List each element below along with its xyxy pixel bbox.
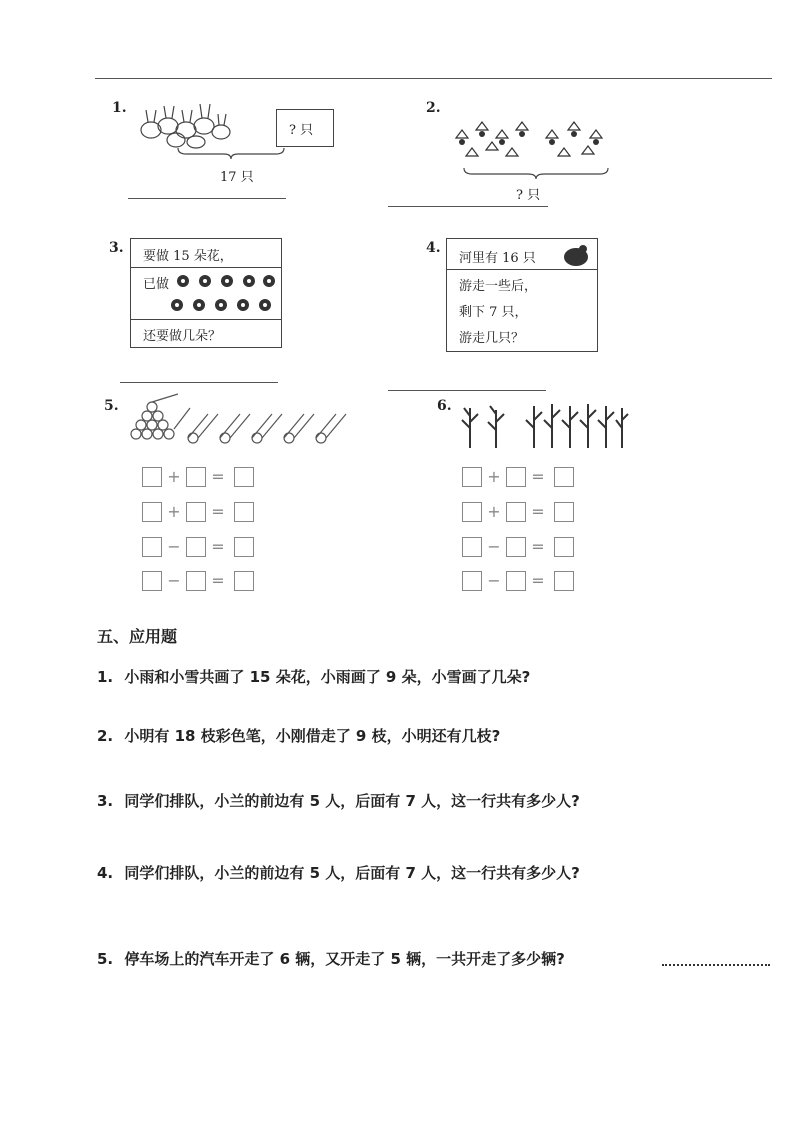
- equals-sign: =: [211, 571, 225, 590]
- divider: [131, 319, 281, 320]
- question-number: 3.: [97, 792, 114, 810]
- question-number: 4.: [97, 864, 114, 882]
- equals-sign: =: [211, 537, 225, 556]
- operator: +: [167, 467, 181, 486]
- question-1: [97, 666, 530, 687]
- blank-box[interactable]: [142, 571, 162, 591]
- operator: +: [487, 502, 501, 521]
- problem-3-line3: 还要做几朵？: [143, 329, 222, 344]
- question-text: 小雨和小雪共画了 15 朵花，小雨画了 9 朵，小雪画了几朵?: [124, 668, 531, 686]
- corn-plant-icon: [460, 398, 630, 448]
- problem-4-line3: 剩下 7 只，: [459, 305, 528, 320]
- question-text: 停车场上的汽车开走了 6 辆，又开走了 5 辆，一共开走了多少辆?: [124, 950, 565, 968]
- blank-box[interactable]: [506, 571, 526, 591]
- top-divider: [95, 78, 772, 79]
- rabbit-group-icon: [136, 100, 236, 150]
- blank-box[interactable]: [234, 502, 254, 522]
- operator: −: [167, 571, 181, 590]
- question-number: 1.: [97, 668, 114, 686]
- blank-box[interactable]: [462, 467, 482, 487]
- blank-box[interactable]: [234, 537, 254, 557]
- divider: [447, 269, 597, 270]
- unknown-count-box: [276, 109, 334, 147]
- blank-box[interactable]: [462, 502, 482, 522]
- blank-box[interactable]: [142, 537, 162, 557]
- operator: +: [167, 502, 181, 521]
- operator: −: [167, 537, 181, 556]
- blank-box[interactable]: [506, 467, 526, 487]
- answer-line-4[interactable]: [388, 390, 546, 391]
- blank-box[interactable]: [186, 537, 206, 557]
- equals-sign: =: [531, 537, 545, 556]
- blank-box[interactable]: [506, 502, 526, 522]
- blank-box[interactable]: [506, 537, 526, 557]
- problem-5-number: 5.: [104, 398, 119, 414]
- answer-line-5[interactable]: [662, 964, 770, 966]
- blank-box[interactable]: [142, 467, 162, 487]
- duck-icon: [561, 243, 591, 267]
- question-5: [97, 948, 565, 969]
- divider: [131, 267, 281, 268]
- blank-box[interactable]: [186, 502, 206, 522]
- blank-box[interactable]: [234, 467, 254, 487]
- equals-sign: =: [211, 502, 225, 521]
- brace-bracket-2: [462, 166, 612, 180]
- equation-grid-5: [142, 467, 262, 597]
- equals-sign: =: [211, 467, 225, 486]
- unknown-count-label: ? 只: [289, 123, 314, 138]
- problem-1-number: 1.: [112, 100, 127, 116]
- problem-3-line1: 要做 15 朵花，: [143, 249, 233, 264]
- problem-6-number: 6.: [437, 398, 452, 414]
- section-title: 五、应用题: [97, 627, 178, 646]
- log-pile-icon: [128, 394, 358, 444]
- total-label-2: ? 只: [516, 188, 541, 203]
- problem-4-line1: 河里有 16 只: [459, 251, 536, 266]
- question-4: [97, 862, 580, 883]
- flower-icon: [175, 273, 275, 317]
- question-text: 小明有 18 枝彩色笔，小刚借走了 9 枝，小明还有几枝?: [124, 727, 501, 745]
- equals-sign: =: [531, 467, 545, 486]
- problem-3-line2: 已做: [143, 277, 170, 292]
- operator: −: [487, 571, 501, 590]
- question-2: [97, 725, 500, 746]
- operator: −: [487, 537, 501, 556]
- equals-sign: =: [531, 571, 545, 590]
- problem-4-line2: 游走一些后，: [459, 279, 538, 294]
- blank-box[interactable]: [186, 571, 206, 591]
- question-number: 5.: [97, 950, 114, 968]
- blank-box[interactable]: [234, 571, 254, 591]
- question-text: 同学们排队，小兰的前边有 5 人，后面有 7 人，这一行共有多少人?: [124, 792, 580, 810]
- answer-line-1[interactable]: [128, 198, 286, 199]
- question-3: [97, 790, 580, 811]
- question-text: 同学们排队，小兰的前边有 5 人，后面有 7 人，这一行共有多少人?: [124, 864, 580, 882]
- question-number: 2.: [97, 727, 114, 745]
- problem-4-line4: 游走几只？: [459, 331, 525, 346]
- blank-box[interactable]: [554, 537, 574, 557]
- problem-3-number: 3.: [109, 240, 124, 256]
- total-label-1: 17 只: [220, 170, 254, 185]
- blank-box[interactable]: [186, 467, 206, 487]
- answer-line-2[interactable]: [388, 206, 548, 207]
- problem-2-number: 2.: [426, 100, 441, 116]
- equals-sign: =: [531, 502, 545, 521]
- problem-4-box: [446, 238, 598, 352]
- blank-box[interactable]: [554, 467, 574, 487]
- bird-group-icon: [446, 98, 616, 168]
- blank-box[interactable]: [554, 571, 574, 591]
- blank-box[interactable]: [462, 537, 482, 557]
- blank-box[interactable]: [462, 571, 482, 591]
- brace-bracket: [176, 146, 286, 160]
- problem-4-number: 4.: [426, 240, 441, 256]
- operator: +: [487, 467, 501, 486]
- problem-3-box: [130, 238, 282, 348]
- answer-line-3[interactable]: [120, 382, 278, 383]
- blank-box[interactable]: [142, 502, 162, 522]
- blank-box[interactable]: [554, 502, 574, 522]
- equation-grid-6: [462, 467, 582, 597]
